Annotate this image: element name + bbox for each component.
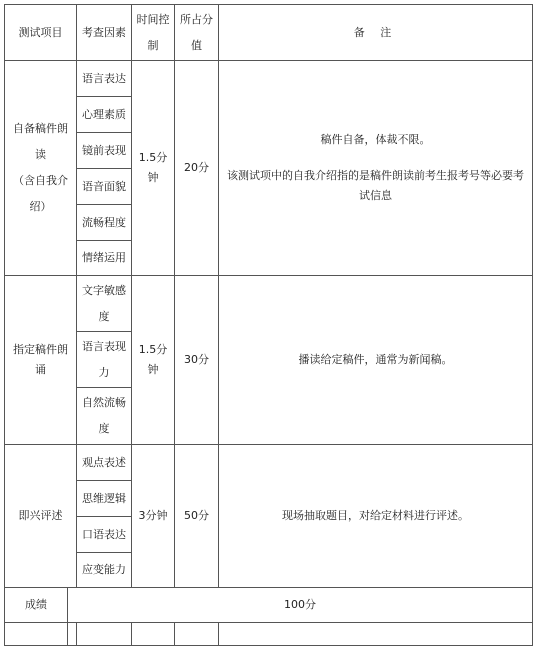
row-score: 50分 (174, 444, 219, 588)
header-time: 时间控制 (131, 4, 175, 61)
header-factor: 考查因素 (76, 4, 132, 61)
factor-cell: 镜前表现 (76, 132, 132, 169)
empty-cell (174, 622, 219, 646)
header-note: 备 注 (218, 4, 533, 61)
row-item-self-prepared (4, 60, 77, 276)
note-line: 播读给定稿件，通常为新闻稿。 (298, 353, 453, 366)
row-score: 20分 (174, 60, 219, 276)
factor-cell: 观点表述 (76, 444, 132, 481)
note-line: 现场抽取题目，对给定材料进行评述。 (282, 509, 469, 522)
empty-cell (4, 622, 68, 646)
empty-cell (76, 622, 132, 646)
row-score: 30分 (174, 275, 219, 445)
note-line: 该测试项中的自我介绍指的是稿件朗读前考生报考号等必要考试信息 (227, 169, 524, 202)
row-time: 3分钟 (131, 444, 175, 588)
factor-cell: 应变能力 (76, 552, 132, 588)
total-label: 成绩 (4, 587, 68, 623)
factor-cell: 心理素质 (76, 96, 132, 133)
total-value: 100分 (67, 587, 533, 623)
factor-cell: 语言表现力 (76, 331, 132, 388)
factor-cell: 语言表达 (76, 60, 132, 97)
header-score: 所占分值 (174, 4, 219, 61)
empty-cell (218, 622, 533, 646)
row-note (218, 444, 533, 588)
factor-cell: 流畅程度 (76, 204, 132, 241)
factor-cell: 思维逻辑 (76, 480, 132, 517)
factor-cell: 情绪运用 (76, 240, 132, 276)
empty-cell (131, 622, 175, 646)
factor-cell: 语音面貌 (76, 168, 132, 205)
row-item-line: （含自我介 (13, 174, 68, 187)
row-item-line: 自备稿件朗读 (13, 122, 68, 161)
row-time: 1.5分钟 (131, 275, 175, 445)
note-line: 稿件自备，体裁不限。 (320, 133, 431, 146)
factor-cell: 口语表达 (76, 516, 132, 553)
header-test-item: 测试项目 (4, 4, 77, 61)
row-time: 1.5分钟 (131, 60, 175, 276)
factor-cell: 文字敏感度 (76, 275, 132, 332)
row-item-assigned: 指定稿件朗诵 (4, 275, 77, 445)
row-note (218, 60, 533, 276)
row-note (218, 275, 533, 445)
row-item-line: 绍） (29, 200, 52, 213)
factor-cell: 自然流畅度 (76, 387, 132, 445)
row-item-impromptu: 即兴评述 (4, 444, 77, 588)
